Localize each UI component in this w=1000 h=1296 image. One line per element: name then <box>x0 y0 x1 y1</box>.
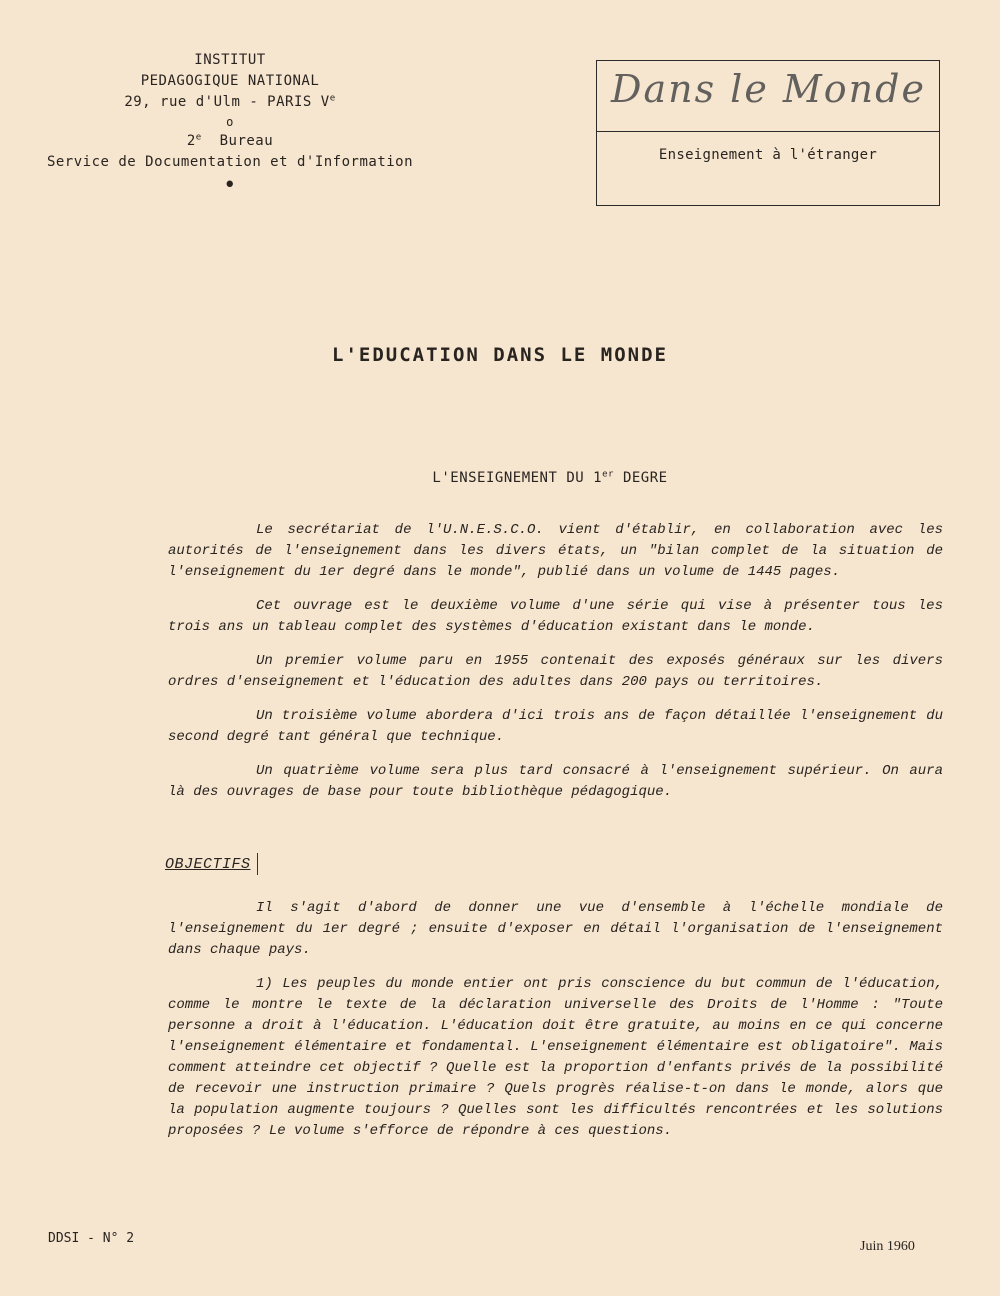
service-line: Service de Documentation et d'Information <box>46 154 414 170</box>
heading-bar <box>257 853 258 875</box>
document-title: L'EDUCATION DANS LE MONDE <box>332 344 668 366</box>
objectifs-section <box>168 898 943 1155</box>
circle-mark: o <box>226 115 234 129</box>
objectifs-heading: OBJECTIFS <box>165 853 258 875</box>
bullet-dot: • <box>223 173 237 198</box>
footer-date: Juin 1960 <box>860 1239 915 1254</box>
paragraph: Un troisième volume abordera d'ici trois ans de façon détaillée l'enseignement du second degré tant général que technique. <box>168 708 943 745</box>
paragraph: Le secrétariat de l'U.N.E.S.C.O. vient d'établir, en collaboration avec les autorités de l'enseignement dans les divers états, un "bilan complet de la situation de l'enseignement du 1er degré dans le monde", publié dans un volume de 1445 pages. <box>168 522 943 580</box>
category-label: Enseignement à l'étranger <box>658 147 878 163</box>
national-line: PEDAGOGIQUE NATIONAL <box>140 73 320 89</box>
intro-section <box>168 520 943 816</box>
paragraph: Un quatrième volume sera plus tard consacré à l'enseignement supérieur. On aura là des ouvrages de base pour toute bibliothèque pédagogique. <box>168 763 943 800</box>
institution-header <box>20 50 440 197</box>
paragraph: Cet ouvrage est le deuxième volume d'une série qui vise à présenter tous les trois ans un tableau complet des systèmes d'éducation existant dans le monde. <box>168 598 943 635</box>
document-subtitle: L'ENSEIGNEMENT DU 1er DEGRE <box>432 469 668 486</box>
paragraph: Un premier volume paru en 1955 contenait des exposés généraux sur les divers ordres d'enseignement et l'éducation des adultes dans 200 pays ou territoires. <box>168 653 943 690</box>
footer-reference: DDSI - N° 2 <box>48 1231 135 1246</box>
bureau-line: 2e Bureau <box>186 132 274 149</box>
institut-line: INSTITUT <box>194 52 266 68</box>
address-line: 29, rue d'Ulm - PARIS Ve <box>124 93 336 110</box>
handwritten-label: Dans le Monde <box>611 67 926 111</box>
handwritten-cell <box>597 61 939 132</box>
classification-box <box>596 60 940 206</box>
paragraph: 1) Les peuples du monde entier ont pris conscience du but commun de l'éducation, comme le montre le texte de la déclaration universelle des Droits de l'Homme : "Toute personne a droit à l'éducation. L'éducation doit être gratuite, au moins en ce qui concerne l'enseignement élémentaire et fondamental. L'enseignement élémentaire est obligatoire". Mais comment atteindre cet objectif ? Quelle est la proportion d'enfants privés de la possibilité de recevoir une instruction primaire ? Quels progrès réalise-t-on dans le monde, alors que la population augmente toujours ? Quelles sont les difficultés rencontrées et les solutions proposées ? Le volume s'efforce de répondre à ces questions. <box>168 976 943 1139</box>
paragraph: Il s'agit d'abord de donner une vue d'ensemble à l'échelle mondiale de l'enseignement du 1er degré ; ensuite d'exposer en détail l'organisation de l'enseignement dans chaque pays. <box>168 900 943 958</box>
